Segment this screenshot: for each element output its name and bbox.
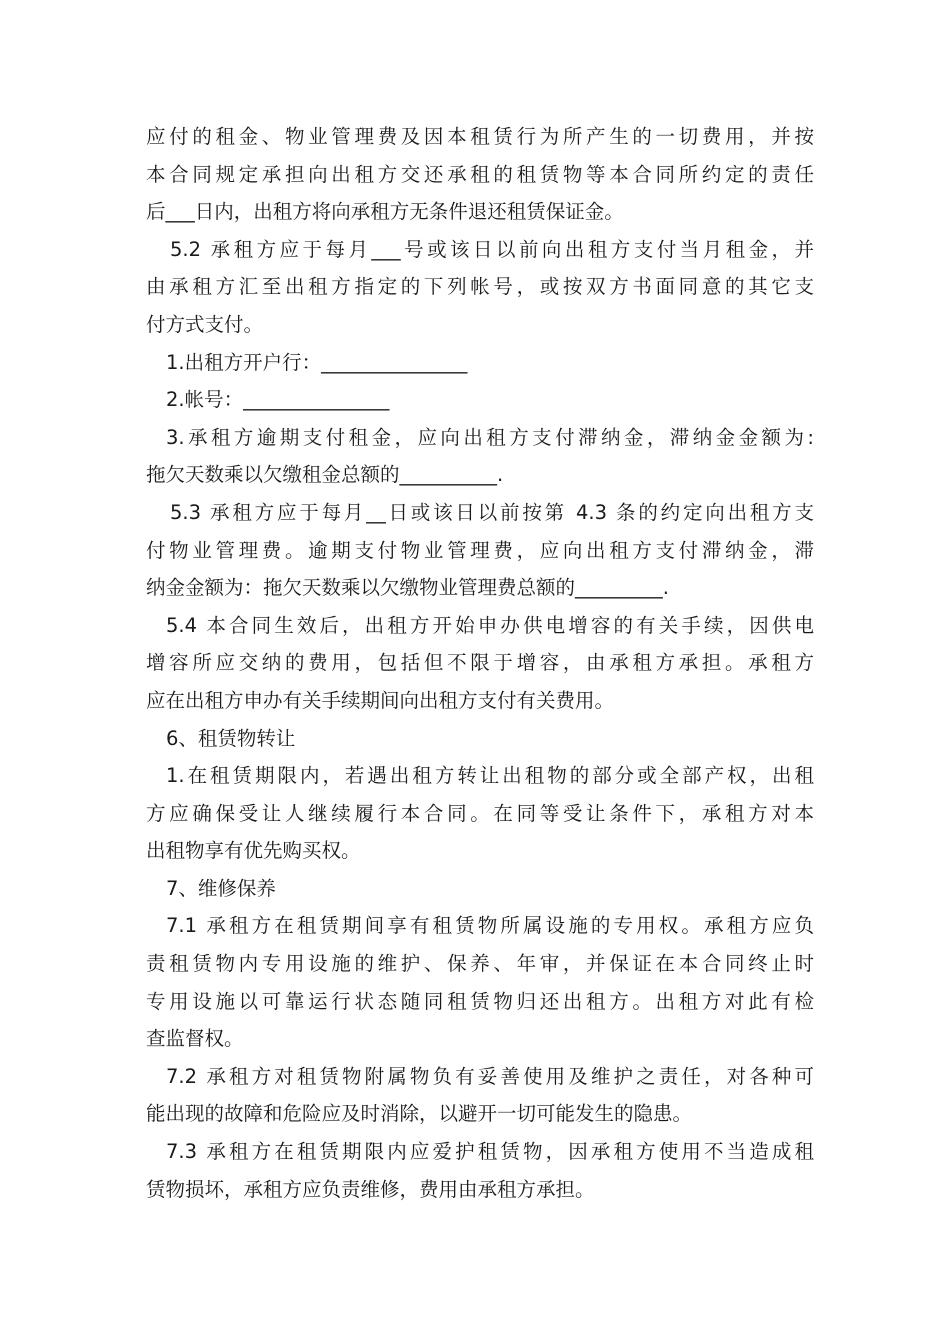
- paragraph-line: 由承租方汇至出租方指定的下列帐号，或按双方书面同意的其它支: [146, 275, 814, 299]
- bank-line: 1.出租方开户行：_______________: [166, 350, 468, 374]
- paragraph-line: 拖欠天数乘以欠缴租金总额的__________.: [146, 463, 504, 487]
- paragraph-line: 责租赁物内专用设施的维护、保养、年审，并保证在本合同终止时: [146, 952, 814, 976]
- paragraph-line: 专用设施以可靠运行状态随同租赁物归还出租方。出租方对此有检: [146, 989, 814, 1013]
- paragraph-line: 出租物享有优先购买权。: [146, 839, 361, 863]
- paragraph-line: 方应确保受让人继续履行本合同。在同等受让条件下，承租方对本: [146, 801, 814, 825]
- clause-5-4: 5.4 本合同生效后，出租方开始申办供电增容的有关手续，因供电: [166, 613, 814, 637]
- document-body: [146, 118, 814, 1208]
- clause-6-1: 1.在租赁期限内，若遇出租方转让出租物的部分或全部产权，出租: [166, 764, 814, 788]
- clause-5-2: 5.2 承租方应于每月___号或该日以前向出租方支付当月租金，并: [170, 237, 814, 261]
- paragraph-line: 纳金金额为：拖欠天数乘以欠缴物业管理费总额的_________.: [146, 576, 669, 600]
- paragraph-line: 后___日内，出租方将向承租方无条件退还租赁保证金。: [146, 200, 624, 224]
- clause-7-3: 7.3 承租方在租赁期限内应爱护租赁物，因承租方使用不当造成租: [166, 1140, 814, 1164]
- section-heading-7: 7、维修保养: [166, 876, 276, 900]
- late-fee-clause: 3.承租方逾期支付租金，应向出租方支付滞纳金，滞纳金金额为:: [166, 425, 814, 449]
- paragraph-line: 应在出租方申办有关手续期间向出租方支付有关费用。: [146, 688, 615, 712]
- paragraph-line: 本合同规定承担向出租方交还承租的租赁物等本合同所约定的责任: [146, 162, 814, 186]
- paragraph-line: 付物业管理费。逾期支付物业管理费，应向出租方支付滞纳金，滞: [146, 538, 814, 562]
- paragraph-line: 查监督权。: [146, 1027, 244, 1051]
- paragraph-line: 增容所应交纳的费用，包括但不限于增容，由承租方承担。承租方: [146, 651, 814, 675]
- clause-7-2: 7.2 承租方对租赁物附属物负有妥善使用及维护之责任，对各种可: [166, 1064, 814, 1088]
- paragraph-line: 赁物损坏，承租方应负责维修，费用由承租方承担。: [146, 1177, 595, 1201]
- clause-5-3: 5.3 承租方应于每月__日或该日以前按第 4.3 条的约定向出租方支: [170, 500, 814, 524]
- paragraph-line: 应付的租金、物业管理费及因本租赁行为所产生的一切费用，并按: [146, 125, 814, 148]
- section-heading-6: 6、租赁物转让: [166, 726, 296, 750]
- paragraph-line: 付方式支付。: [146, 312, 264, 336]
- clause-7-1: 7.1 承租方在租赁期间享有租赁物所属设施的专用权。承租方应负: [166, 914, 814, 938]
- account-line: 2.帐号：_______________: [166, 388, 390, 412]
- paragraph-line: 能出现的故障和危险应及时消除，以避开一切可能发生的隐患。: [146, 1102, 693, 1126]
